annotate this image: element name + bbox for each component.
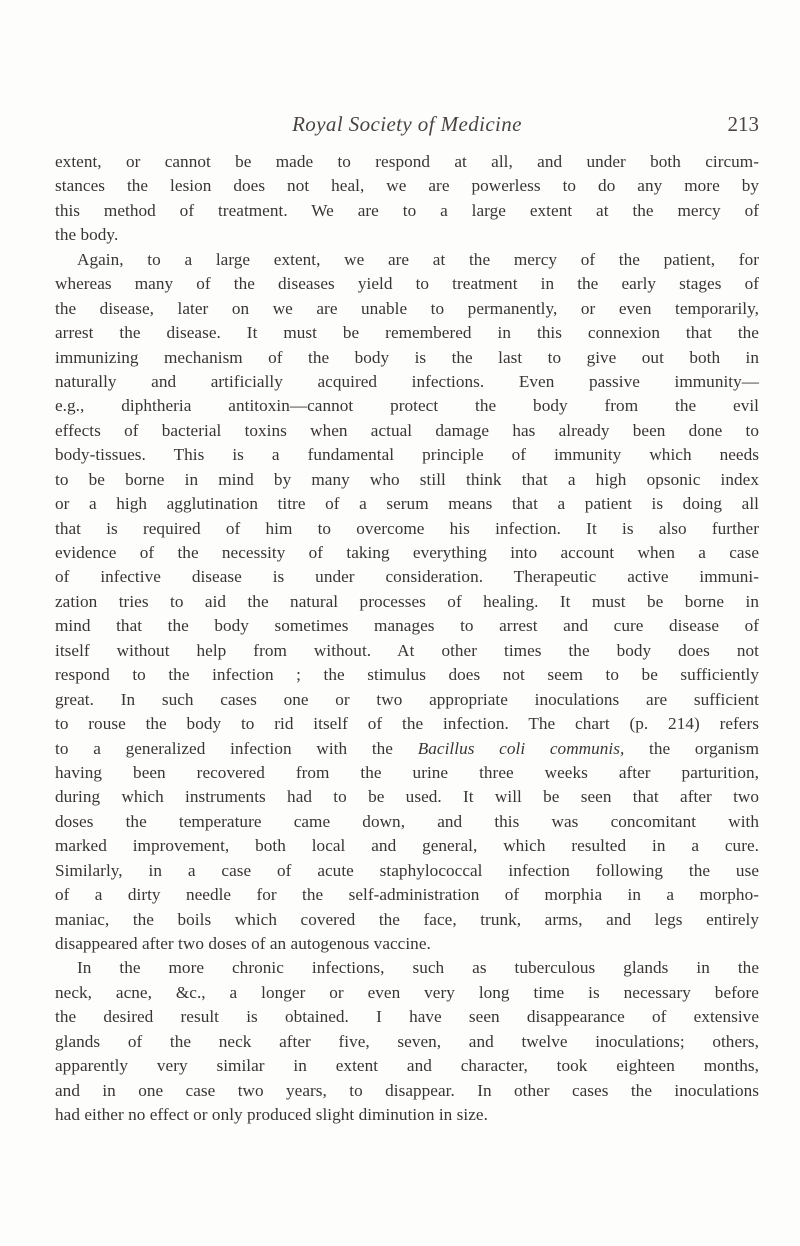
text-line: itself without help from without. At other times the body does not: [55, 640, 759, 660]
text-line: or a high agglutination titre of a serum means that a patient is doing all: [55, 494, 759, 514]
text-line: neck, acne, &c., a longer or even very long time is necessary before: [55, 982, 759, 1002]
text-line: this method of treatment. We are to a large extent at the mercy of: [55, 200, 759, 220]
text-line: immunizing mechanism of the body is the last to give out both in: [55, 347, 759, 367]
text-line: maniac, the boils which covered the face, trunk, arms, and legs entirely: [55, 909, 759, 929]
text-run: the organism: [624, 738, 759, 758]
text-line: stances the lesion does not heal, we are powerless to do any more by: [55, 176, 759, 196]
text-line: great. In such cases one or two appropriate inoculations are sufficient: [55, 689, 759, 709]
text-line: the disease, later on we are unable to permanently, or even temporarily,: [55, 298, 759, 318]
text-line: In the more chronic infections, such as tuberculous glands in the: [77, 958, 759, 978]
text-line: effects of bacterial toxins when actual damage has already been done to: [55, 420, 759, 440]
text-line: evidence of the necessity of taking everything into account when a case: [55, 543, 759, 562]
text-line: naturally and artificially acquired infections. Even passive immunity—: [55, 371, 759, 391]
text-line: extent, or cannot be made to respond at all, and under both circum-: [55, 152, 759, 171]
italic-organism-name: Bacillus coli communis,: [417, 738, 625, 758]
text-line: of a dirty needle for the self-administration of morphia in a morpho-: [55, 885, 759, 905]
running-title: Royal Society of Medicine: [292, 112, 522, 136]
text-line: glands of the neck after five, seven, and twelve inoculations; others,: [55, 1031, 759, 1051]
text-line: of infective disease is under consideration. Therapeutic active immuni-: [55, 567, 759, 587]
text-line: mind that the body sometimes manages to arrest and cure disease of: [55, 616, 759, 636]
text-line: e.g., diphtheria antitoxin—cannot protect the body from the evil: [55, 396, 759, 416]
text-run: to a generalized infection with the: [55, 738, 418, 758]
text-line-with-italic: [55, 737, 759, 761]
running-head: [55, 112, 759, 142]
text-line: arrest the disease. It must be remembered in this connexion that the: [55, 323, 759, 343]
text-line: to be borne in mind by many who still think that a high opsonic index: [55, 469, 759, 489]
text-line: having been recovered from the urine three weeks after parturition,: [55, 762, 759, 782]
text-line: the body.: [55, 225, 119, 245]
text-line: body-tissues. This is a fundamental principle of immunity which needs: [55, 445, 759, 465]
page-number: 213: [727, 112, 759, 136]
text-line: had either no effect or only produced slight diminution in size.: [55, 1105, 488, 1125]
body-text: [55, 150, 759, 1128]
text-line: respond to the infection ; the stimulus does not seem to be sufficiently: [55, 665, 759, 685]
text-line: disappeared after two doses of an autogenous vaccine.: [55, 934, 431, 953]
text-line: marked improvement, both local and general, which resulted in a cure.: [55, 836, 759, 856]
text-line: zation tries to aid the natural processes of healing. It must be borne in: [55, 591, 759, 611]
text-line: Again, to a large extent, we are at the mercy of the patient, for: [77, 249, 759, 269]
text-line: to rouse the body to rid itself of the infection. The chart (p. 214) refers: [55, 714, 759, 734]
text-line: Similarly, in a case of acute staphylococcal infection following the use: [55, 860, 759, 880]
text-line: during which instruments had to be used. It will be seen that after two: [55, 787, 759, 807]
text-line: whereas many of the diseases yield to treatment in the early stages of: [55, 274, 759, 294]
text-line: and in one case two years, to disappear. In other cases the inoculations: [55, 1080, 759, 1100]
text-line: apparently very similar in extent and character, took eighteen months,: [55, 1056, 759, 1076]
text-line: doses the temperature came down, and this was concomitant with: [55, 811, 759, 831]
text-line: the desired result is obtained. I have seen disappearance of extensive: [55, 1007, 759, 1027]
text-line: that is required of him to overcome his infection. It is also further: [55, 518, 759, 538]
